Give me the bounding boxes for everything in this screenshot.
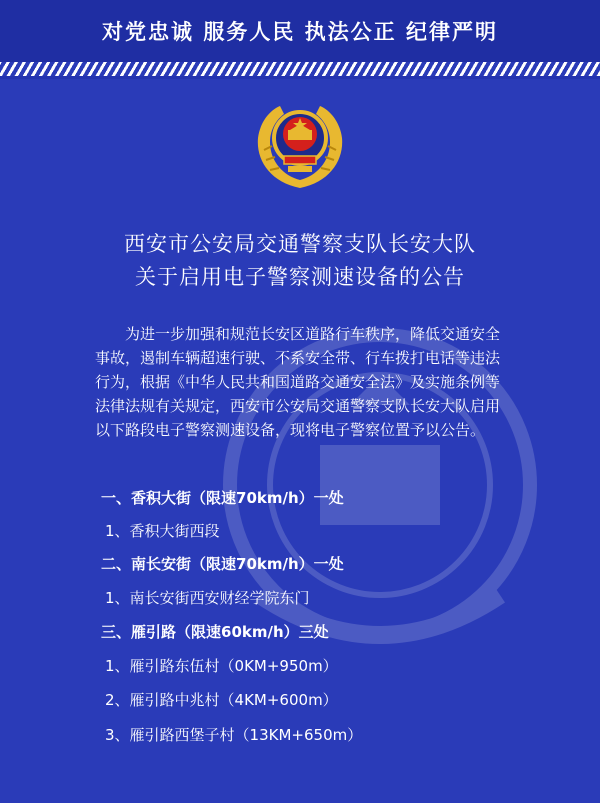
- list-item: 1、香积大街西段: [105, 522, 220, 540]
- notice-title-line-2: 关于启用电子警察测速设备的公告: [135, 265, 465, 289]
- list-item: 1、雁引路东伍村（0KM+950m）: [105, 657, 338, 675]
- slogan-text: 对党忠诚 服务人民 执法公正 纪律严明: [102, 20, 498, 44]
- slogan-banner: [0, 0, 600, 62]
- list-item: 3、雁引路西堡子村（13KM+650m）: [105, 726, 363, 744]
- section-heading: 二、南长安街（限速70km/h）一处: [101, 555, 344, 573]
- notice-title-line-1: 西安市公安局交通警察支队长安大队: [124, 232, 476, 256]
- section-heading: 三、雁引路（限速60km/h）三处: [101, 623, 329, 641]
- police-emblem-icon: [250, 100, 350, 192]
- notice-intro-paragraph: 为进一步加强和规范长安区道路行车秩序，降低交通安全事故，遏制车辆超速行驶、不系安全带、行车拨打电话等违法行为，根据《中华人民共和国道路交通安全法》及实施条例等法律法规有关规定，西安市公安局交通警察支队长安大队启用以下路段电子警察测速设备，现将电子警察位置予以公告。: [95, 325, 501, 439]
- list-item: 2、雁引路中兆村（4KM+600m）: [105, 691, 338, 709]
- section-heading: 一、香积大街（限速70km/h）一处: [101, 489, 344, 507]
- decorative-band-edge: [0, 76, 600, 79]
- decorative-stripe-band: [0, 62, 600, 76]
- list-item: 1、南长安街西安财经学院东门: [105, 589, 310, 607]
